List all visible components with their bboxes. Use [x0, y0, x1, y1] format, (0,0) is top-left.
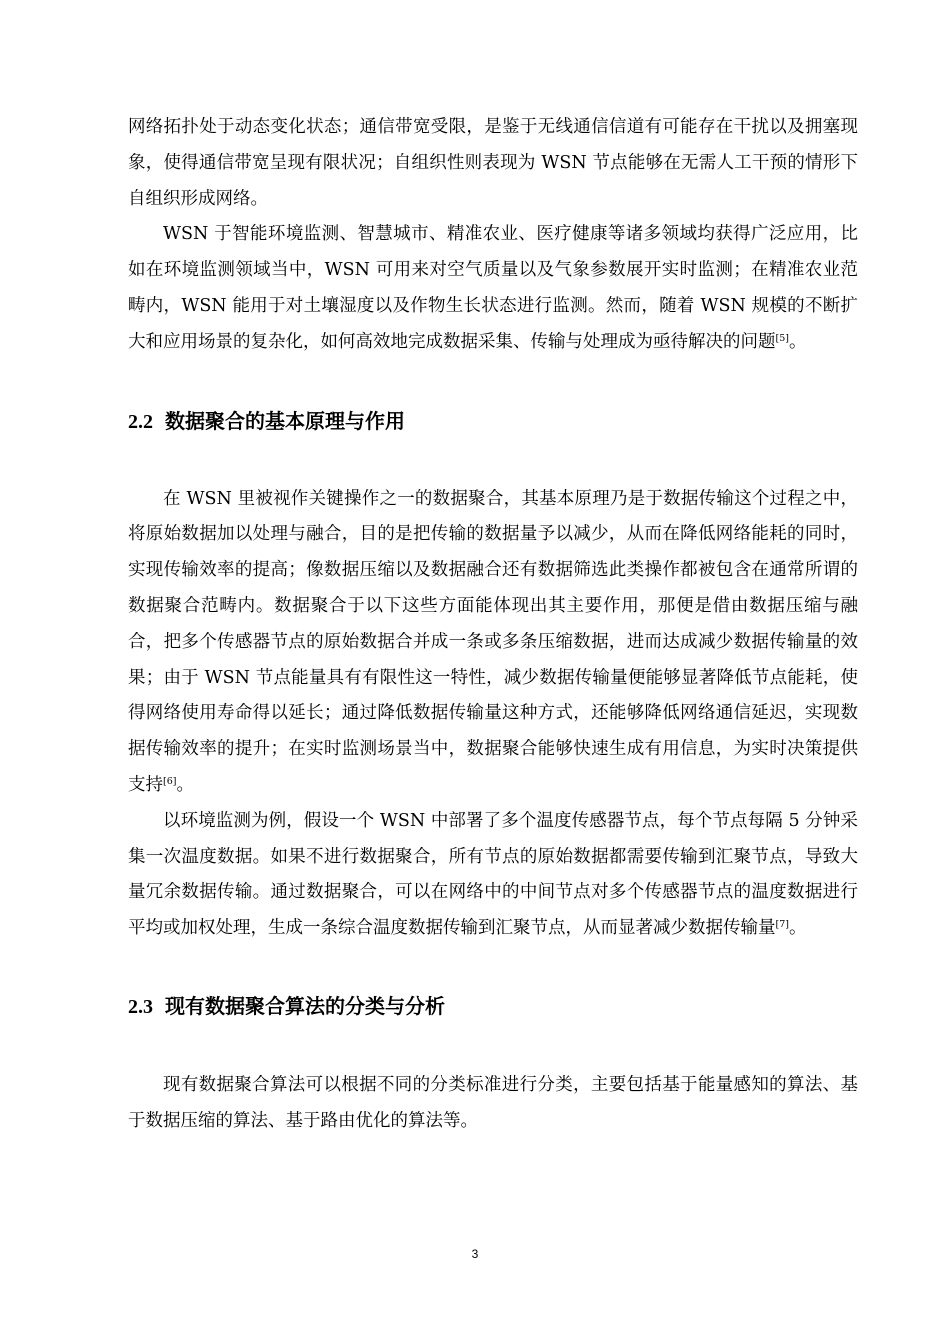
citation-ref-6: [6] [163, 775, 177, 787]
paragraph-algorithm-classification [128, 1068, 858, 1140]
paragraph-text: 现有数据聚合算法可以根据不同的分类标准进行分类，主要包括基于能量感知的算法、基于数据压缩的算法、基于路由优化的算法等。 [128, 1074, 858, 1131]
section-number: 2.2 [128, 410, 153, 433]
page-number: 3 [471, 1247, 479, 1261]
citation-ref-5: [5] [775, 332, 789, 344]
paragraph-end-punct: 。 [788, 918, 807, 939]
paragraph-text: WSN 于智能环境监测、智慧城市、精准农业、医疗健康等诸多领域均获得广泛应用，比如在环境监测领域当中，WSN 可用来对空气质量以及气象参数展开实时监测；在精准农业范畴内，WSN 能用于对土壤湿度以及作物生长状态进行监测。然而，随着 WSN 规模的不断扩大和应用场景的复杂化，如何高效地完成数据采集、传输与处理成为亟待解决的问题 [128, 224, 858, 352]
paragraph-end-punct: 。 [788, 331, 807, 352]
paragraph-aggregation-principle [128, 482, 858, 804]
page-body [128, 110, 858, 1140]
paragraph-text: 网络拓扑处于动态变化状态；通信带宽受限，是鉴于无线通信信道有可能存在干扰以及拥塞现象，使得通信带宽呈现有限状况；自组织性则表现为 WSN 节点能够在无需人工干预的情形下自组织形成网络。 [128, 117, 858, 209]
paragraph-wsn-applications [128, 217, 858, 360]
paragraph-text: 在 WSN 里被视作关键操作之一的数据聚合，其基本原理乃是于数据传输这个过程之中，将原始数据加以处理与融合，目的是把传输的数据量予以减少，从而在降低网络能耗的同时，实现传输效率的提高；像数据压缩以及数据融合还有数据筛选此类操作都被包含在通常所谓的数据聚合范畴内。数据聚合于以下这些方面能体现出其主要作用，那便是借由数据压缩与融合，把多个传感器节点的原始数据合并成一条或多条压缩数据，进而达成减少数据传输量的效果；由于 WSN 节点能量具有有限性这一特性，减少数据传输量便能够显著降低节点能耗，使得网络使用寿命得以延长；通过降低数据传输量这种方式，还能够降低网络通信延迟，实现数据传输效率的提升；在实时监测场景当中，数据聚合能够快速生成有用信息，为实时决策提供支持 [128, 488, 858, 795]
section-heading-2-3 [128, 992, 858, 1021]
section-title: 现有数据聚合算法的分类与分析 [165, 993, 445, 1018]
citation-ref-7: [7] [775, 919, 789, 931]
section-title: 数据聚合的基本原理与作用 [165, 408, 405, 433]
paragraph-environment-example [128, 804, 858, 947]
section-number: 2.3 [128, 995, 153, 1018]
paragraph-end-punct: 。 [176, 774, 194, 795]
paragraph-text: 以环境监测为例，假设一个 WSN 中部署了多个温度传感器节点，每个节点每隔 5 分钟采集一次温度数据。如果不进行数据聚合，所有节点的原始数据都需要传输到汇聚节点，导致大量冗余数据传输。通过数据聚合，可以在网络中的中间节点对多个传感器节点的温度数据进行平均或加权处理，生成一条综合温度数据传输到汇聚节点，从而显著减少数据传输量 [128, 810, 858, 939]
paragraph-wsn-characteristics [128, 110, 858, 217]
section-heading-2-2 [128, 407, 858, 436]
